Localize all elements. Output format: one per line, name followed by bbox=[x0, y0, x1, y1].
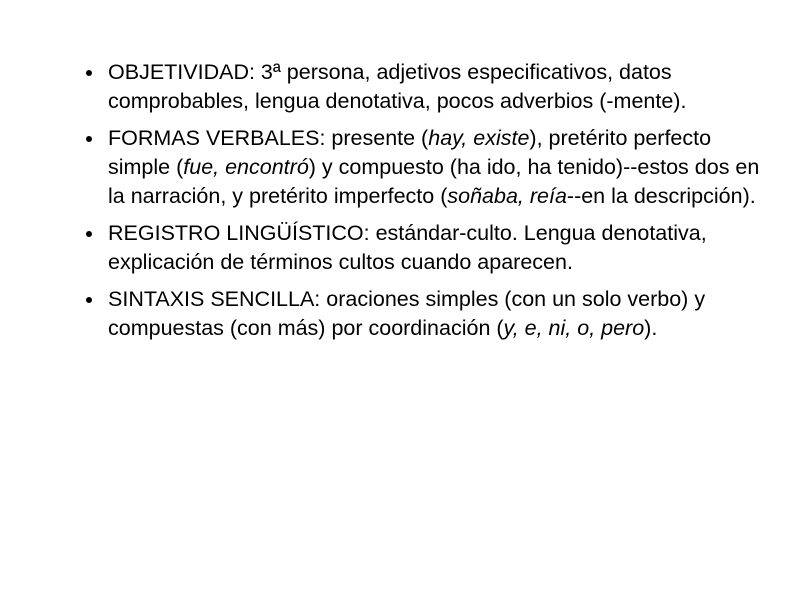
bullet-item-objetividad bbox=[84, 58, 764, 116]
bullet-dot-icon bbox=[86, 297, 92, 303]
text-segment: ). bbox=[644, 316, 658, 340]
bullet-dot-icon bbox=[86, 70, 92, 76]
text-segment: OBJETIVIDAD: 3ª persona, adjetivos especificativos, datos comprobables, lengua denotativa, pocos adverbios (-mente). bbox=[108, 60, 687, 113]
text-segment: --en la descripción). bbox=[566, 184, 756, 208]
italic-example: fue, encontró bbox=[183, 155, 309, 179]
bullet-list bbox=[84, 58, 764, 351]
italic-example: soñaba, reía bbox=[447, 184, 567, 208]
text-segment: REGISTRO LINGÜÍSTICO: estándar-culto. Lengua denotativa, explicación de términos cultos cuando aparecen. bbox=[108, 221, 707, 274]
text-segment: ), pretérito perfecto simple ( bbox=[108, 126, 712, 179]
text-segment: FORMAS VERBALES: presente ( bbox=[108, 126, 429, 150]
bullet-text bbox=[108, 287, 705, 340]
italic-example: hay, existe bbox=[428, 126, 530, 150]
bullet-item-sintaxis bbox=[84, 285, 764, 343]
bullet-dot-icon bbox=[86, 136, 92, 142]
bullet-text bbox=[108, 221, 707, 274]
text-segment: ) y compuesto (ha ido, ha tenido)--estos dos en la narración, y pretérito imperfecto ( bbox=[108, 155, 760, 208]
text-segment: SINTAXIS SENCILLA: oraciones simples (con un solo verbo) y compuestas (con más) por coordinación ( bbox=[108, 287, 706, 340]
bullet-text bbox=[108, 60, 686, 113]
italic-example: y, e, ni, o, pero bbox=[503, 316, 645, 340]
bullet-item-registro bbox=[84, 219, 764, 277]
bullet-item-formas-verbales bbox=[84, 124, 764, 211]
bullet-text bbox=[108, 126, 759, 208]
bullet-dot-icon bbox=[86, 231, 92, 237]
